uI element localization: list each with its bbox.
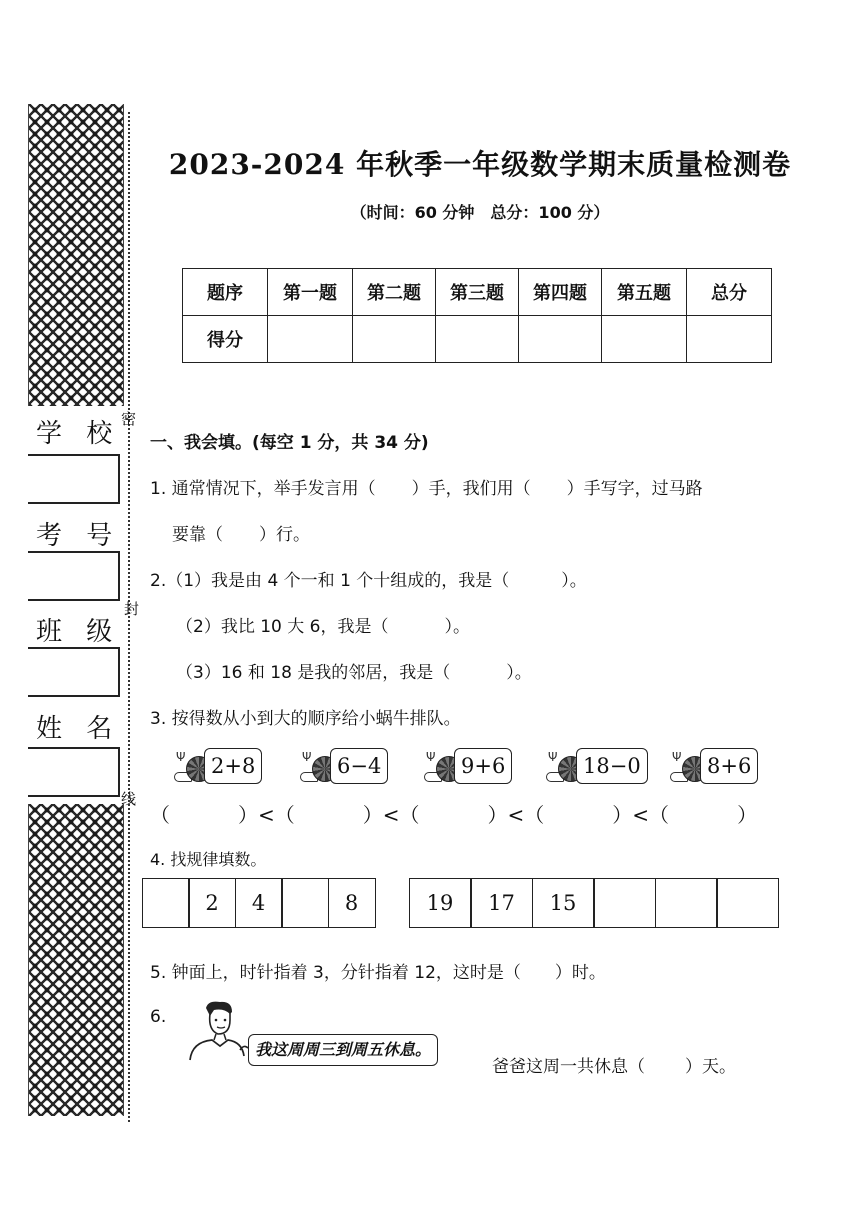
score-cell[interactable]: [602, 316, 687, 363]
name-field[interactable]: [28, 747, 120, 797]
sequence-cell[interactable]: [593, 878, 656, 928]
snail-expression: 6−4: [330, 748, 388, 784]
score-cell[interactable]: [436, 316, 519, 363]
score-row-label: 得分: [183, 316, 268, 363]
order-paren: （: [150, 803, 170, 827]
order-paren: ）<（: [487, 803, 545, 827]
question-text: 爸爸这周一共休息（: [492, 1057, 645, 1077]
snail-expression: 8+6: [700, 748, 758, 784]
snail-expression: 18−0: [576, 748, 648, 784]
question-6-number: 6.: [150, 1007, 167, 1027]
question-text: （3）16 和 18 是我的邻居，我是（: [176, 663, 451, 683]
table-header-cell: 题序: [183, 269, 268, 316]
question-1-line-2: [172, 520, 310, 545]
sequence-cell: 4: [235, 878, 283, 928]
order-paren: ）<（: [362, 803, 420, 827]
question-5: [150, 958, 606, 983]
sequence-cell: 17: [470, 878, 533, 928]
order-paren: ）: [737, 803, 758, 827]
seal-char-xian: 线: [121, 790, 137, 808]
table-header-cell: 总分: [687, 269, 772, 316]
question-text: （1）我是由 4 个一和 1 个十组成的，我是（: [166, 571, 510, 591]
question-number: 5.: [150, 963, 167, 983]
question-text: ）天。: [685, 1057, 736, 1077]
sequence-cell[interactable]: [281, 878, 329, 928]
sequence-cell: 15: [532, 878, 595, 928]
question-4: [150, 847, 266, 870]
question-6-text: [492, 1052, 736, 1077]
question-text: 按得数从小到大的顺序给小蜗牛排队。: [171, 709, 461, 729]
table-header-cell: 第四题: [519, 269, 602, 316]
score-cell[interactable]: [519, 316, 602, 363]
snail-antenna-icon: Ψ: [426, 750, 436, 764]
question-text: （2）我比 10 大 6，我是（: [176, 617, 389, 637]
score-cell[interactable]: [268, 316, 353, 363]
table-header-cell: 第二题: [353, 269, 436, 316]
question-number: 3.: [150, 709, 167, 729]
question-text: ）行。: [259, 525, 310, 545]
father-illustration-icon: [186, 1000, 252, 1062]
snail-expression: 2+8: [204, 748, 262, 784]
question-3: [150, 704, 461, 729]
page-title: 2023-2024 年秋季一年级数学期末质量检测卷: [168, 148, 792, 181]
table-header-cell: 第五题: [602, 269, 687, 316]
question-2-part-1: [150, 566, 587, 591]
question-text: ）时。: [554, 963, 606, 983]
snail-expression: 9+6: [454, 748, 512, 784]
question-text: 钟面上，时针指着 3，分针指着 12，这时是（: [171, 963, 521, 983]
page-subtitle: （时间：60 分钟 总分：100 分）: [350, 203, 610, 222]
section-heading: 一、我会填。(每空 1 分，共 34 分): [150, 433, 429, 453]
question-text: 要靠（: [172, 525, 223, 545]
seal-char-feng: 封: [124, 600, 140, 618]
snail-antenna-icon: Ψ: [548, 750, 558, 764]
question-number: 2.: [150, 571, 167, 591]
class-field[interactable]: [28, 647, 120, 697]
question-text: 找规律填数。: [170, 850, 267, 869]
table-header-cell: 第三题: [436, 269, 519, 316]
snail-antenna-icon: Ψ: [302, 750, 312, 764]
school-label: 学 校: [36, 419, 121, 449]
seal-char-mi: 密: [121, 410, 137, 428]
question-1-line-1: [150, 474, 703, 499]
question-text: ）。: [506, 663, 532, 683]
question-2-part-3: [176, 658, 532, 683]
score-cell[interactable]: [687, 316, 772, 363]
class-label: 班 级: [36, 617, 121, 647]
order-paren: ）<（: [238, 803, 295, 827]
exam-number-field[interactable]: [28, 551, 120, 601]
snail-antenna-icon: Ψ: [672, 750, 682, 764]
question-text: ）手写字，过马路: [566, 479, 703, 499]
decorative-pattern-top: [28, 104, 124, 406]
question-number: 1.: [150, 479, 167, 499]
question-number: 4.: [150, 850, 166, 869]
speech-bubble: 我这周周三到周五休息。: [248, 1034, 438, 1066]
pattern-sequence-1: [143, 878, 376, 928]
question-2-part-2: [176, 612, 470, 637]
sequence-cell: 2: [188, 878, 236, 928]
order-paren: ）<（: [612, 803, 670, 827]
question-text: ）。: [561, 571, 587, 591]
question-text: ）手，我们用（: [411, 479, 531, 499]
school-field[interactable]: [28, 454, 120, 504]
score-table: [182, 268, 772, 363]
score-table-score-row: [183, 316, 772, 363]
pattern-sequence-2: [410, 878, 779, 928]
snail-antenna-icon: Ψ: [176, 750, 186, 764]
sequence-cell[interactable]: [142, 878, 190, 928]
score-cell[interactable]: [353, 316, 436, 363]
name-label: 姓 名: [36, 714, 121, 744]
question-text: ）。: [444, 617, 470, 637]
exam-number-label: 考 号: [36, 521, 121, 551]
score-table-header-row: [183, 269, 772, 316]
snail-order-line: [150, 799, 757, 828]
question-text: 通常情况下，举手发言用（: [171, 479, 376, 499]
table-header-cell: 第一题: [268, 269, 353, 316]
sequence-cell[interactable]: [655, 878, 718, 928]
sequence-cell: 19: [409, 878, 472, 928]
sequence-cell: 8: [328, 878, 376, 928]
sequence-cell[interactable]: [716, 878, 779, 928]
decorative-pattern-bottom: [28, 804, 124, 1116]
